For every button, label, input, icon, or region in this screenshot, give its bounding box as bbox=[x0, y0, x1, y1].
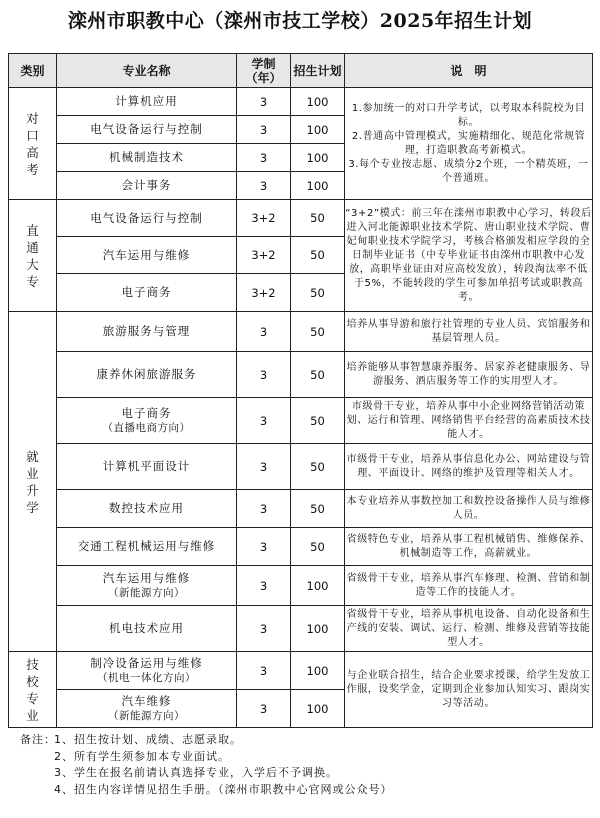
page-title: 滦州市职教中心（滦州市技工学校）2025年招生计划 bbox=[67, 10, 533, 32]
duration-cell: 3 bbox=[237, 606, 291, 652]
major-cell: 电子商务 bbox=[57, 274, 237, 312]
category-cell: 技校专业 bbox=[9, 652, 57, 728]
table-row bbox=[9, 200, 593, 237]
major-cell: 会计事务 bbox=[57, 172, 237, 200]
major-cell: 汽车运用与维修 bbox=[57, 237, 237, 274]
quota-cell: 50 bbox=[291, 274, 345, 312]
quota-cell: 100 bbox=[291, 144, 345, 172]
header-quota: 招生计划 bbox=[291, 54, 345, 88]
duration-cell: 3 bbox=[237, 652, 291, 690]
desc-cell: 培养能够从事智慧康养服务、居家养老健康服务、导游服务、酒店服务等工作的实用型人才。 bbox=[345, 352, 593, 398]
table-row bbox=[9, 88, 593, 116]
category-cell: 就业升学 bbox=[9, 312, 57, 652]
quota-cell: 100 bbox=[291, 566, 345, 606]
quota-cell: 50 bbox=[291, 490, 345, 528]
duration-cell: 3 bbox=[237, 88, 291, 116]
duration-cell: 3 bbox=[237, 444, 291, 490]
major-cell: 机电技术应用 bbox=[57, 606, 237, 652]
major-cell: 交通工程机械运用与维修 bbox=[57, 528, 237, 566]
table-row bbox=[9, 566, 593, 606]
category-cell: 直通大专 bbox=[9, 200, 57, 312]
major-cell: 汽车运用与维修 （新能源方向） bbox=[57, 566, 237, 606]
quota-cell: 50 bbox=[291, 352, 345, 398]
desc-cell: 1.参加统一的对口升学考试，以考取本科院校为目标。 2.普通高中管理模式，实施精细化、规范化常规管理，打造职教高考新模式。 3.每个专业按志愿、成绩分2个班，一个精英班，一个普通班。 bbox=[345, 88, 593, 200]
duration-cell: 3 bbox=[237, 398, 291, 444]
major-cell: 旅游服务与管理 bbox=[57, 312, 237, 352]
duration-cell: 3 bbox=[237, 528, 291, 566]
desc-cell: 与企业联合招生，结合企业要求授课，给学生发放工作服，设奖学金，定期到企业参加认知实习、跟岗实习等活动。 bbox=[345, 652, 593, 728]
note-item: 4、招生内容详情见招生手册。（滦州市职教中心官网或公众号） bbox=[54, 782, 393, 796]
quota-cell: 100 bbox=[291, 690, 345, 728]
notes-section bbox=[20, 732, 393, 798]
duration-cell: 3 bbox=[237, 352, 291, 398]
table-row bbox=[9, 490, 593, 528]
quota-cell: 50 bbox=[291, 312, 345, 352]
major-cell: 计算机平面设计 bbox=[57, 444, 237, 490]
quota-cell: 100 bbox=[291, 172, 345, 200]
table-row bbox=[9, 352, 593, 398]
major-cell: 电气设备运行与控制 bbox=[57, 116, 237, 144]
header-duration: 学制（年） bbox=[237, 54, 291, 88]
quota-cell: 100 bbox=[291, 116, 345, 144]
enrollment-plan-table bbox=[8, 53, 593, 728]
duration-cell: 3 bbox=[237, 690, 291, 728]
duration-cell: 3 bbox=[237, 490, 291, 528]
table-row bbox=[9, 528, 593, 566]
quota-cell: 50 bbox=[291, 444, 345, 490]
duration-cell: 3+2 bbox=[237, 274, 291, 312]
quota-cell: 100 bbox=[291, 652, 345, 690]
quota-cell: 50 bbox=[291, 398, 345, 444]
major-cell: 电子商务 （直播电商方向） bbox=[57, 398, 237, 444]
duration-cell: 3+2 bbox=[237, 200, 291, 237]
note-item: 3、学生在报名前请认真选择专业，入学后不予调换。 bbox=[54, 766, 338, 779]
note-item: 2、所有学生须参加本专业面试。 bbox=[54, 749, 230, 763]
category-cell: 对口高考 bbox=[9, 88, 57, 200]
desc-cell: “3+2”模式：前三年在滦州市职教中心学习，转段后进入河北能源职业技术学院、唐山职业技术学院、曹妃甸职业技术学院学习，考核合格颁发相应学段的全日制毕业证书（中专毕业证书由滦州市职教中心发放，高职毕业证由对应高校发放），转段淘汰率不低于5%，不能转段的学生可参加单招考试或职教高考。 bbox=[345, 200, 593, 312]
desc-cell: 培养从事导游和旅行社管理的专业人员、宾馆服务和基层管理人员。 bbox=[345, 312, 593, 352]
note-item: 备注：1、招生按计划、成绩、志愿录取。 bbox=[20, 733, 242, 746]
desc-cell: 本专业培养从事数控加工和数控设备操作人员与维修人员。 bbox=[345, 490, 593, 528]
duration-cell: 3+2 bbox=[237, 237, 291, 274]
duration-cell: 3 bbox=[237, 172, 291, 200]
header-category: 类别 bbox=[9, 54, 57, 88]
desc-cell: 市级骨干专业，培养从事信息化办公、网站建设与管理、平面设计、网络的维护及管理等相关人才。 bbox=[345, 444, 593, 490]
major-cell: 电气设备运行与控制 bbox=[57, 200, 237, 237]
major-cell: 数控技术应用 bbox=[57, 490, 237, 528]
major-cell: 机械制造技术 bbox=[57, 144, 237, 172]
major-cell: 汽车维修 （新能源方向） bbox=[57, 690, 237, 728]
duration-cell: 3 bbox=[237, 144, 291, 172]
desc-cell: 省级骨干专业，培养从事汽车修理、检测、营销和制造等工作的技能人才。 bbox=[345, 566, 593, 606]
desc-cell: 省级特色专业，培养从事工程机械销售、维修保养、机械制造等工作，高薪就业。 bbox=[345, 528, 593, 566]
header-major: 专业名称 bbox=[57, 54, 237, 88]
quota-cell: 100 bbox=[291, 606, 345, 652]
table-row bbox=[9, 398, 593, 444]
duration-cell: 3 bbox=[237, 116, 291, 144]
quota-cell: 100 bbox=[291, 88, 345, 116]
desc-cell: 市级骨干专业，培养从事中小企业网络营销活动策划、运行和管理、网络销售平台经营的高素质技术技能人才。 bbox=[345, 398, 593, 444]
header-desc: 说 明 bbox=[345, 54, 593, 88]
desc-cell: 省级骨干专业，培养从事机电设备、自动化设备和生产线的安装、调试、运行、检测、维修及营销等技能型人才。 bbox=[345, 606, 593, 652]
quota-cell: 50 bbox=[291, 200, 345, 237]
quota-cell: 50 bbox=[291, 528, 345, 566]
quota-cell: 50 bbox=[291, 237, 345, 274]
major-cell: 制冷设备运用与维修 （机电一体化方向） bbox=[57, 652, 237, 690]
major-cell: 计算机应用 bbox=[57, 88, 237, 116]
table-row bbox=[9, 312, 593, 352]
duration-cell: 3 bbox=[237, 566, 291, 606]
table-row bbox=[9, 606, 593, 652]
major-cell: 康养休闲旅游服务 bbox=[57, 352, 237, 398]
table-row bbox=[9, 444, 593, 490]
table-row bbox=[9, 652, 593, 690]
table-header-row bbox=[9, 54, 593, 88]
duration-cell: 3 bbox=[237, 312, 291, 352]
